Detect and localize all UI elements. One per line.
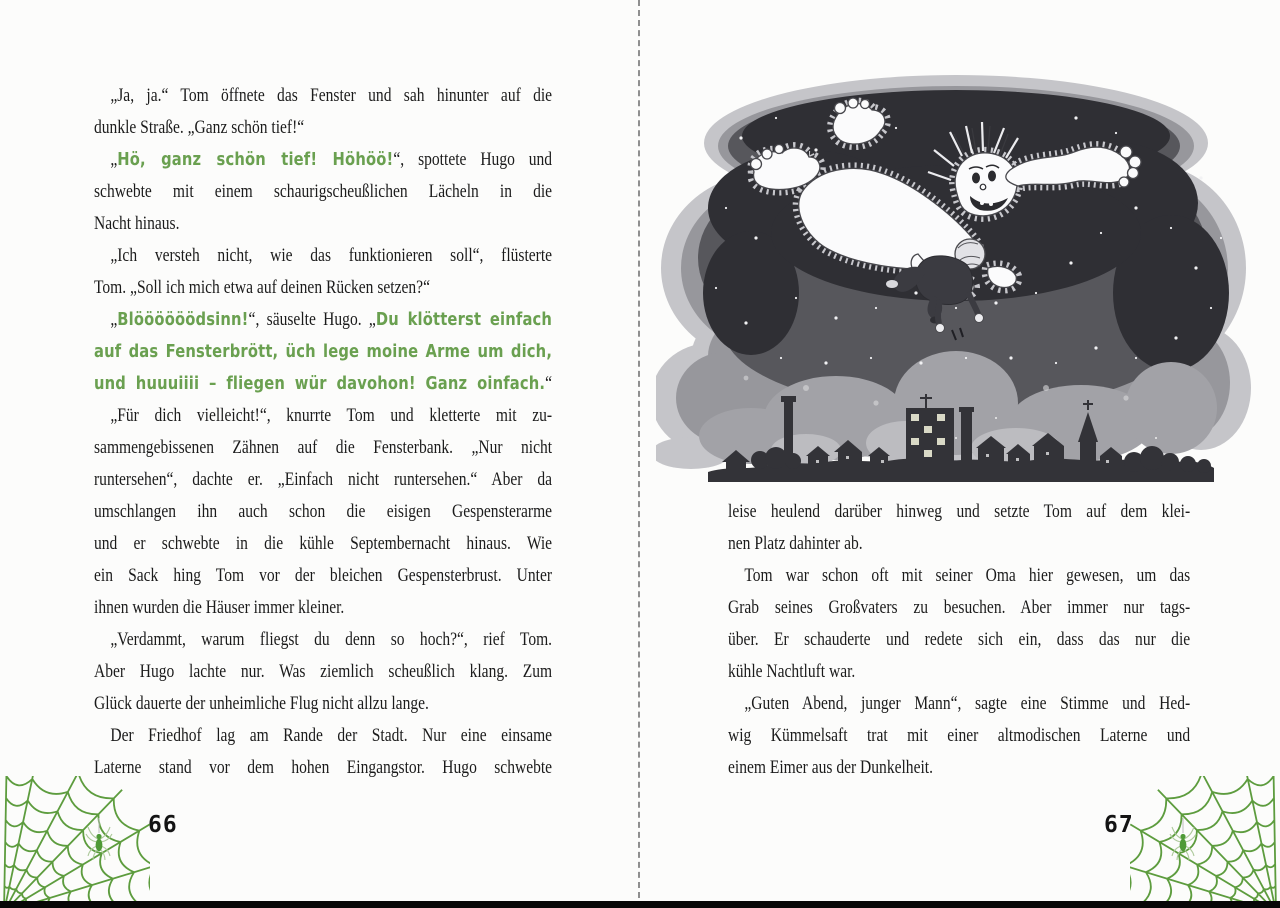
body-text: kühle Nachtluft war. xyxy=(728,661,856,682)
ghost-speech-text: Du klötterst einfach xyxy=(375,309,553,330)
body-text: Aber Hugo lachte nur. Was ziemlich scheußlich klang. Zum xyxy=(94,661,553,682)
text-line xyxy=(94,80,552,112)
text-line xyxy=(94,464,552,496)
body-text: „ xyxy=(110,309,118,330)
body-text: Der Friedhof lag am Rande der Stadt. Nur eine einsame xyxy=(110,725,553,746)
body-text: Grab seines Großvaters zu besuchen. Aber immer nur tags- xyxy=(728,597,1191,618)
ghost-speech-text: auf das Fensterbrött, üch lege moine Arme um dich, xyxy=(94,341,553,362)
body-text: Laterne stand vor dem hohen Eingangstor. Hugo schwebte xyxy=(94,757,553,778)
text-line xyxy=(94,176,552,208)
text-line xyxy=(94,656,552,688)
body-text: „Ich versteh nicht, wie das funktionieren soll“, flüsterte xyxy=(110,245,553,266)
body-text: umschlangen ihn auch schon die eisigen Gespensterarme xyxy=(94,501,553,522)
page-number-left: 66 xyxy=(148,812,178,838)
body-text: „ xyxy=(110,149,118,170)
text-line xyxy=(728,656,1190,688)
body-text: über. Er schauderte und redete sich ein, dass das nur die xyxy=(728,629,1191,650)
illustration-ghost-flying-over-city xyxy=(656,58,1252,494)
text-line xyxy=(728,752,1190,784)
body-text: wig Kümmelsaft trat mit einer altmodischen Laterne und xyxy=(728,725,1191,746)
right-page-text xyxy=(728,496,1190,784)
text-line xyxy=(94,624,552,656)
text-line xyxy=(94,688,552,720)
body-text: Glück dauerte der unheimliche Flug nicht allzu lange. xyxy=(94,693,429,714)
body-text: schwebte mit einem schaurigscheußlichen Lächeln in die xyxy=(94,181,553,202)
text-line xyxy=(94,208,552,240)
body-text: Nacht hinaus. xyxy=(94,213,180,234)
ghost-speech-text: Hö, ganz schön tief! Höhöö! xyxy=(117,149,394,170)
spiderweb-right-icon xyxy=(1130,776,1280,908)
text-line xyxy=(94,400,552,432)
spider-left-icon xyxy=(84,818,114,862)
text-line xyxy=(94,560,552,592)
body-text: einem Eimer aus der Dunkelheit. xyxy=(728,757,933,778)
text-line xyxy=(94,368,552,400)
text-line xyxy=(728,496,1190,528)
body-text: “ xyxy=(545,373,553,394)
text-line xyxy=(728,720,1190,752)
text-line xyxy=(94,720,552,752)
bottom-edge-bar xyxy=(0,901,1280,908)
text-line xyxy=(94,752,552,784)
ghost-speech-text: Blöööööödsinn! xyxy=(117,309,249,330)
text-line xyxy=(94,592,552,624)
body-text: dunkle Straße. „Ganz schön tief!“ xyxy=(94,117,305,138)
text-line xyxy=(728,624,1190,656)
body-text: „Für dich vielleicht!“, knurrte Tom und kletterte mit zu- xyxy=(110,405,553,426)
left-page-text xyxy=(94,80,552,784)
body-text: “, spottete Hugo und xyxy=(393,149,553,170)
body-text: „Guten Abend, junger Mann“, sagte eine Stimme und Hed- xyxy=(744,693,1191,714)
text-line xyxy=(728,560,1190,592)
body-text: leise heulend darüber hinweg und setzte Tom auf dem klei- xyxy=(728,501,1191,522)
body-text: Tom war schon oft mit seiner Oma hier gewesen, um das xyxy=(744,565,1191,586)
body-text: „Ja, ja.“ Tom öffnete das Fenster und sah hinunter auf die xyxy=(110,85,553,106)
body-text: sammengebissenen Zähnen auf die Fensterbank. „Nur nicht xyxy=(94,437,553,458)
text-line xyxy=(94,528,552,560)
text-line xyxy=(728,688,1190,720)
ghost-speech-text: und huuuiiii – fliegen wür davohon! Ganz oinfach. xyxy=(94,373,546,394)
page-number-right: 67 xyxy=(1104,812,1134,838)
body-text: und er schwebte in die kühle Septembernacht hinaus. Wie xyxy=(94,533,553,554)
body-text: nen Platz dahinter ab. xyxy=(728,533,863,554)
spider-right-icon xyxy=(1168,818,1198,862)
body-text: ihnen wurden die Häuser immer kleiner. xyxy=(94,597,345,618)
spiderweb-left-icon xyxy=(0,776,150,908)
text-line xyxy=(94,496,552,528)
body-text: ein Sack hing Tom vor der bleichen Gespensterbrust. Unter xyxy=(94,565,553,586)
text-line xyxy=(728,528,1190,560)
text-line xyxy=(728,592,1190,624)
body-text: Tom. „Soll ich mich etwa auf deinen Rücken setzen?“ xyxy=(94,277,430,298)
text-line xyxy=(94,304,552,336)
body-text: “, säuselte Hugo. „ xyxy=(248,309,376,330)
text-line xyxy=(94,112,552,144)
text-line xyxy=(94,432,552,464)
page-gutter-divider xyxy=(638,0,640,908)
body-text: „Verdammt, warum fliegst du denn so hoch?“, rief Tom. xyxy=(110,629,553,650)
text-line xyxy=(94,144,552,176)
text-line xyxy=(94,336,552,368)
text-line xyxy=(94,272,552,304)
body-text: runtersehen“, dachte er. „Einfach nicht runtersehen.“ Aber da xyxy=(94,469,553,490)
text-line xyxy=(94,240,552,272)
